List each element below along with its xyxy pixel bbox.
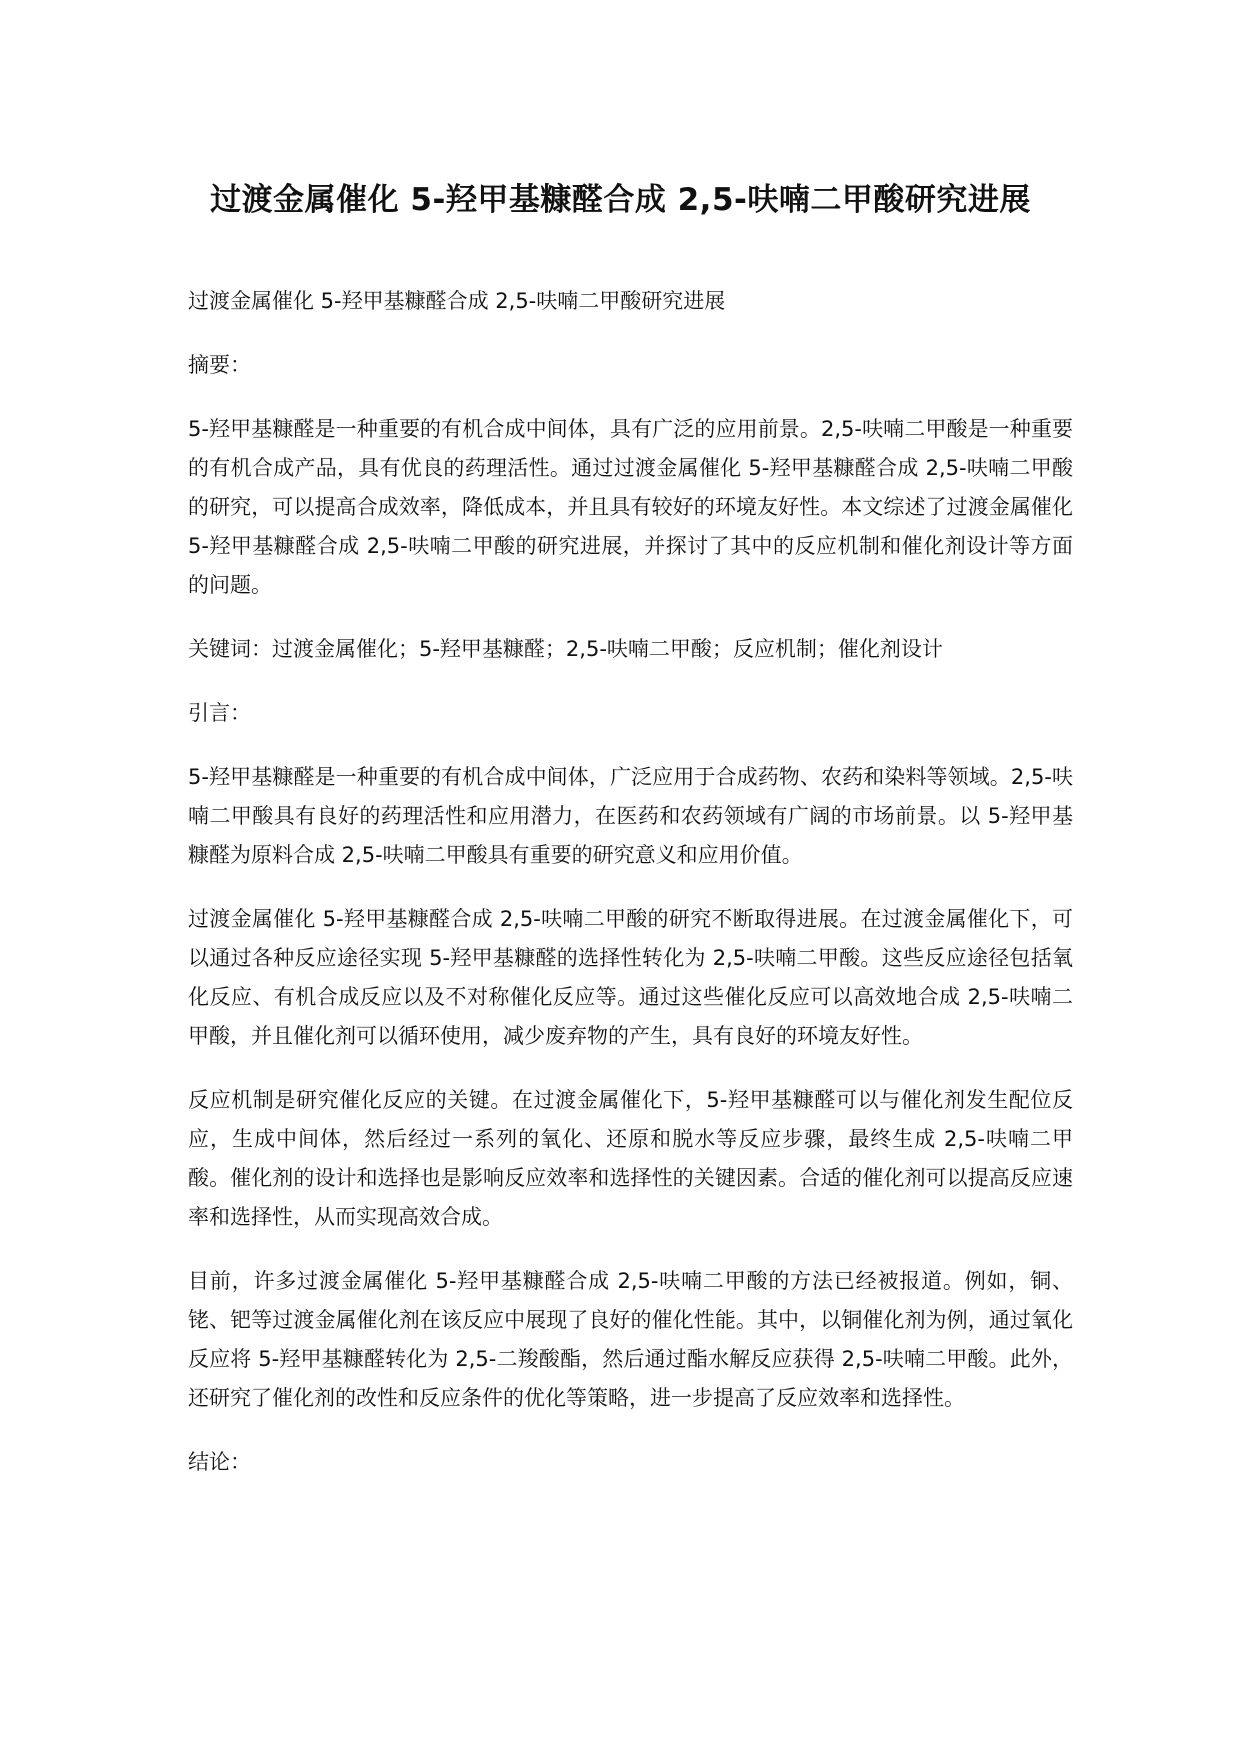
intro-paragraph: 5-羟甲基糠醛是一种重要的有机合成中间体，广泛应用于合成药物、农药和染料等领域。2,5-呋喃二甲酸具有良好的药理活性和应用潜力，在医药和农药领域有广阔的市场前景。以 5-羟甲基糠醛为原料合成 2,5-呋喃二甲酸具有重要的研究意义和应用价值。 [188,765,1073,867]
body-paragraph-3: 目前，许多过渡金属催化 5-羟甲基糠醛合成 2,5-呋喃二甲酸的方法已经被报道。例如，铜、铑、钯等过渡金属催化剂在该反应中展现了良好的催化性能。其中，以铜催化剂为例，通过氧化反应将 5-羟甲基糠醛转化为 2,5-二羧酸酯，然后通过酯水解反应获得 2,5-呋喃二甲酸。此外，还研究了催化剂的改性和反应条件的优化等策略，进一步提高了反应效率和选择性。 [188,1269,1073,1410]
document-title: 过渡金属催化 5-羟甲基糠醛合成 2,5-呋喃二甲酸研究进展 [210,182,1031,218]
conclusion-heading: 结论： [188,1450,251,1474]
body-paragraph-1: 过渡金属催化 5-羟甲基糠醛合成 2,5-呋喃二甲酸的研究不断取得进展。在过渡金属催化下，可以通过各种反应途径实现 5-羟甲基糠醛的选择性转化为 2,5-呋喃二甲酸。这些反应途径包括氧化反应、有机合成反应以及不对称催化反应等。通过这些催化反应可以高效地合成 2,5-呋喃二甲酸，并且催化剂可以循环使用，减少废弃物的产生，具有良好的环境友好性。 [188,907,1073,1048]
abstract-heading: 摘要： [188,353,251,377]
document-body [188,282,1073,1507]
keywords-line: 关键词：过渡金属催化；5-羟甲基糠醛；2,5-呋喃二甲酸；反应机制；催化剂设计 [188,637,943,661]
subtitle-line: 过渡金属催化 5-羟甲基糠醛合成 2,5-呋喃二甲酸研究进展 [188,289,726,313]
body-paragraph-2: 反应机制是研究催化反应的关键。在过渡金属催化下，5-羟甲基糠醛可以与催化剂发生配位反应，生成中间体，然后经过一系列的氧化、还原和脱水等反应步骤，最终生成 2,5-呋喃二甲酸。催化剂的设计和选择也是影响反应效率和选择性的关键因素。合适的催化剂可以提高反应速率和选择性，从而实现高效合成。 [188,1088,1073,1229]
abstract-paragraph: 5-羟甲基糠醛是一种重要的有机合成中间体，具有广泛的应用前景。2,5-呋喃二甲酸是一种重要的有机合成产品，具有优良的药理活性。通过过渡金属催化 5-羟甲基糠醛合成 2,5-呋喃二甲酸的研究，可以提高合成效率，降低成本，并且具有较好的环境友好性。本文综述了过渡金属催化 5-羟甲基糠醛合成 2,5-呋喃二甲酸的研究进展，并探讨了其中的反应机制和催化剂设计等方面的问题。 [188,417,1073,597]
intro-heading: 引言： [188,701,251,725]
